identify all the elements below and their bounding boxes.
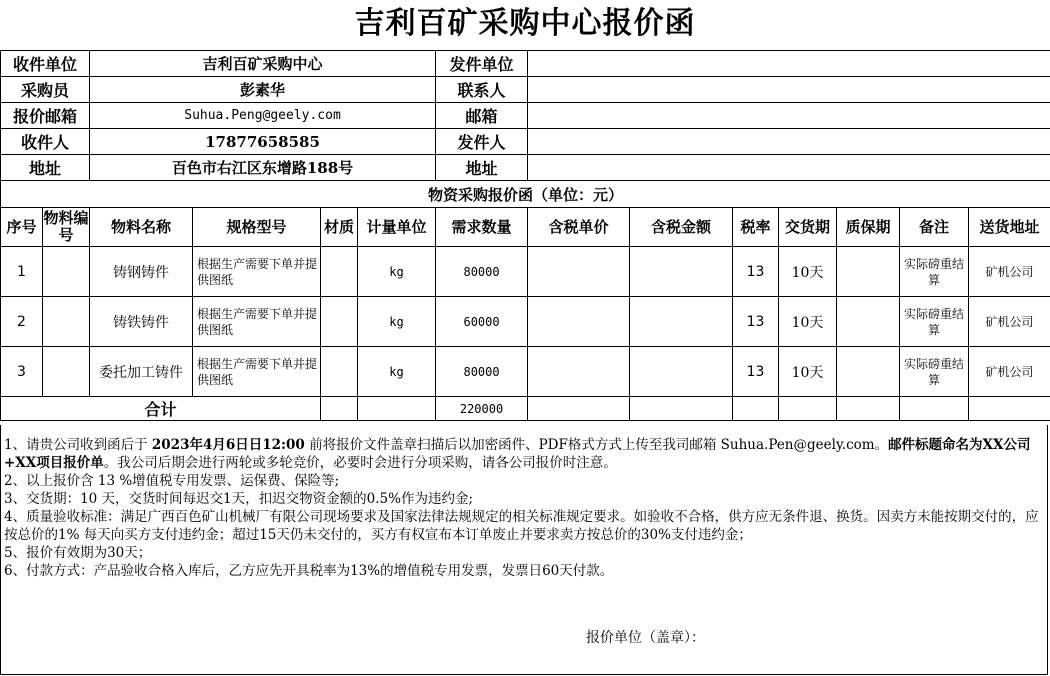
- total-cell: [321, 397, 358, 421]
- note-1: [4, 436, 1044, 472]
- label-quote-email: 报价邮箱: [1, 103, 90, 129]
- col-header: 质保期: [837, 208, 900, 247]
- table-row: [1, 347, 1050, 397]
- value-sender[interactable]: [528, 129, 1050, 155]
- value-sender-address[interactable]: [528, 155, 1050, 181]
- note-6: 6、付款方式：产品验收合格入库后，乙方应先开具税率为13%的增值税专用发票，发票日60天付款。: [4, 563, 614, 579]
- label-buyer: 采购员: [1, 77, 90, 103]
- header-row: [1, 155, 1050, 181]
- total-cell: [969, 397, 1050, 421]
- column-header-row: [1, 208, 1050, 247]
- note-3: 3、交货期：10 天，交货时间每迟交1天，扣迟交物资金额的0.5%作为违约金;: [4, 491, 473, 507]
- cell-qty: 80000: [436, 247, 528, 297]
- total-label: 合计: [1, 397, 321, 421]
- cell-name: 委托加工铸件: [90, 347, 193, 397]
- cell-qty: 80000: [436, 347, 528, 397]
- value-contact[interactable]: [528, 77, 1050, 103]
- col-header: 送货地址: [969, 208, 1050, 247]
- label-sender-unit: 发件单位: [436, 51, 528, 77]
- note-1-email-subject: 邮件标题命名为XX公司+XX项目报价单: [4, 437, 1031, 471]
- cell-name: 铸铁铸件: [90, 297, 193, 347]
- note-4: 4、质量验收标准：满足广西百色矿山机械厂有限公司现场要求及国家法律法规规定的相关标准规定要求。如验收不合格，供方应无条件退、换货。因卖方未能按期交付的，应按总价的1% 每天向买方支付违约金；超过15天仍未交付的，买方有权宣布本订单废止并要求卖方按总价的30%支付违约金；: [4, 509, 1039, 543]
- cell-warranty[interactable]: [837, 247, 900, 297]
- cell-delivery: 10天: [779, 247, 837, 297]
- total-cell: [779, 397, 837, 421]
- caption-row: [1, 181, 1050, 208]
- label-recipient: 收件人: [1, 129, 90, 155]
- total-cell: [358, 397, 436, 421]
- cell-tax: 13: [733, 247, 779, 297]
- cell-delivery: 10天: [779, 297, 837, 347]
- col-header: 物料名称: [90, 208, 193, 247]
- label-address: 地址: [1, 155, 90, 181]
- cell-spec: 根据生产需要下单并提供图纸: [193, 297, 321, 347]
- note-1-deadline: 2023年4月6日日12:00: [151, 437, 305, 453]
- total-cell: [900, 397, 969, 421]
- cell-amount[interactable]: [630, 247, 733, 297]
- cell-tax: 13: [733, 297, 779, 347]
- cell-unit-price[interactable]: [528, 347, 630, 397]
- table-caption: 物资采购报价函（单位：元）: [1, 181, 1050, 208]
- total-cell: [837, 397, 900, 421]
- cell-unit: kg: [358, 247, 436, 297]
- cell-code[interactable]: [43, 247, 90, 297]
- cell-no: 2: [1, 297, 43, 347]
- value-sender-unit[interactable]: [528, 51, 1050, 77]
- cell-spec: 根据生产需要下单并提供图纸: [193, 247, 321, 297]
- cell-warranty[interactable]: [837, 297, 900, 347]
- cell-address: 矿机公司: [969, 297, 1050, 347]
- label-sender-address: 地址: [436, 155, 528, 181]
- signature-label: 报价单位（盖章）：: [586, 630, 705, 646]
- table-row: [1, 297, 1050, 347]
- note-2: 2、以上报价含 13 %增值税专用发票、运保费、保险等;: [4, 473, 340, 489]
- cell-material[interactable]: [321, 247, 358, 297]
- cell-warranty[interactable]: [837, 347, 900, 397]
- col-header: 序号: [1, 208, 43, 247]
- cell-material[interactable]: [321, 347, 358, 397]
- header-row: [1, 77, 1050, 103]
- total-qty: 220000: [436, 397, 528, 421]
- cell-code[interactable]: [43, 347, 90, 397]
- value-recipient[interactable]: 17877658585: [90, 129, 436, 155]
- cell-amount[interactable]: [630, 347, 733, 397]
- note-1-text: 1、请贵公司收到函后于: [4, 437, 152, 453]
- cell-unit: kg: [358, 347, 436, 397]
- cell-spec: 根据生产需要下单并提供图纸: [193, 347, 321, 397]
- cell-delivery: 10天: [779, 347, 837, 397]
- label-email: 邮箱: [436, 103, 528, 129]
- cell-code[interactable]: [43, 297, 90, 347]
- note-5: 5、报价有效期为30天；: [4, 545, 152, 561]
- value-email[interactable]: [528, 103, 1050, 129]
- cell-unit-price[interactable]: [528, 247, 630, 297]
- col-header: 交货期: [779, 208, 837, 247]
- note-1-text-3: 。我公司后期会进行两轮或多轮竞价，必要时会进行分项采购，请各公司报价时注意。: [103, 455, 617, 471]
- cell-amount[interactable]: [630, 297, 733, 347]
- quotation-table: [0, 50, 1050, 421]
- header-row: [1, 129, 1050, 155]
- cell-no: 3: [1, 347, 43, 397]
- header-row: [1, 51, 1050, 77]
- note-1-text-2: 前将报价文件盖章扫描后以加密函件、PDF格式方式上传至我司邮箱 Suhua.Pen@geely.com。: [304, 437, 889, 453]
- cell-remark: 实际磅重结算: [900, 297, 969, 347]
- cell-qty: 60000: [436, 297, 528, 347]
- cell-address: 矿机公司: [969, 247, 1050, 297]
- cell-material[interactable]: [321, 297, 358, 347]
- value-recipient-unit[interactable]: 吉利百矿采购中心: [90, 51, 436, 77]
- total-cell: [630, 397, 733, 421]
- label-sender: 发件人: [436, 129, 528, 155]
- col-header: 材质: [321, 208, 358, 247]
- table-row: [1, 247, 1050, 297]
- cell-name: 铸钢铸件: [90, 247, 193, 297]
- col-header: 备注: [900, 208, 969, 247]
- value-address[interactable]: 百色市右江区东增路188号: [90, 155, 436, 181]
- total-row: [1, 397, 1050, 421]
- col-header: 含税单价: [528, 208, 630, 247]
- col-header: 需求数量: [436, 208, 528, 247]
- value-buyer[interactable]: 彭素华: [90, 77, 436, 103]
- total-cell: [733, 397, 779, 421]
- cell-no: 1: [1, 247, 43, 297]
- label-recipient-unit: 收件单位: [1, 51, 90, 77]
- cell-remark: 实际磅重结算: [900, 247, 969, 297]
- terms-notes: [4, 436, 1044, 580]
- col-header: 物料编号: [43, 208, 90, 247]
- header-row: [1, 103, 1050, 129]
- label-contact: 联系人: [436, 77, 528, 103]
- cell-unit-price[interactable]: [528, 297, 630, 347]
- cell-unit: kg: [358, 297, 436, 347]
- cell-address: 矿机公司: [969, 347, 1050, 397]
- total-cell: [528, 397, 630, 421]
- col-header: 税率: [733, 208, 779, 247]
- col-header: 含税金额: [630, 208, 733, 247]
- col-header: 规格型号: [193, 208, 321, 247]
- cell-tax: 13: [733, 347, 779, 397]
- cell-remark: 实际磅重结算: [900, 347, 969, 397]
- col-header: 计量单位: [358, 208, 436, 247]
- document-title: 吉利百矿采购中心报价函: [354, 6, 696, 41]
- value-quote-email[interactable]: Suhua.Peng@geely.com: [90, 103, 436, 129]
